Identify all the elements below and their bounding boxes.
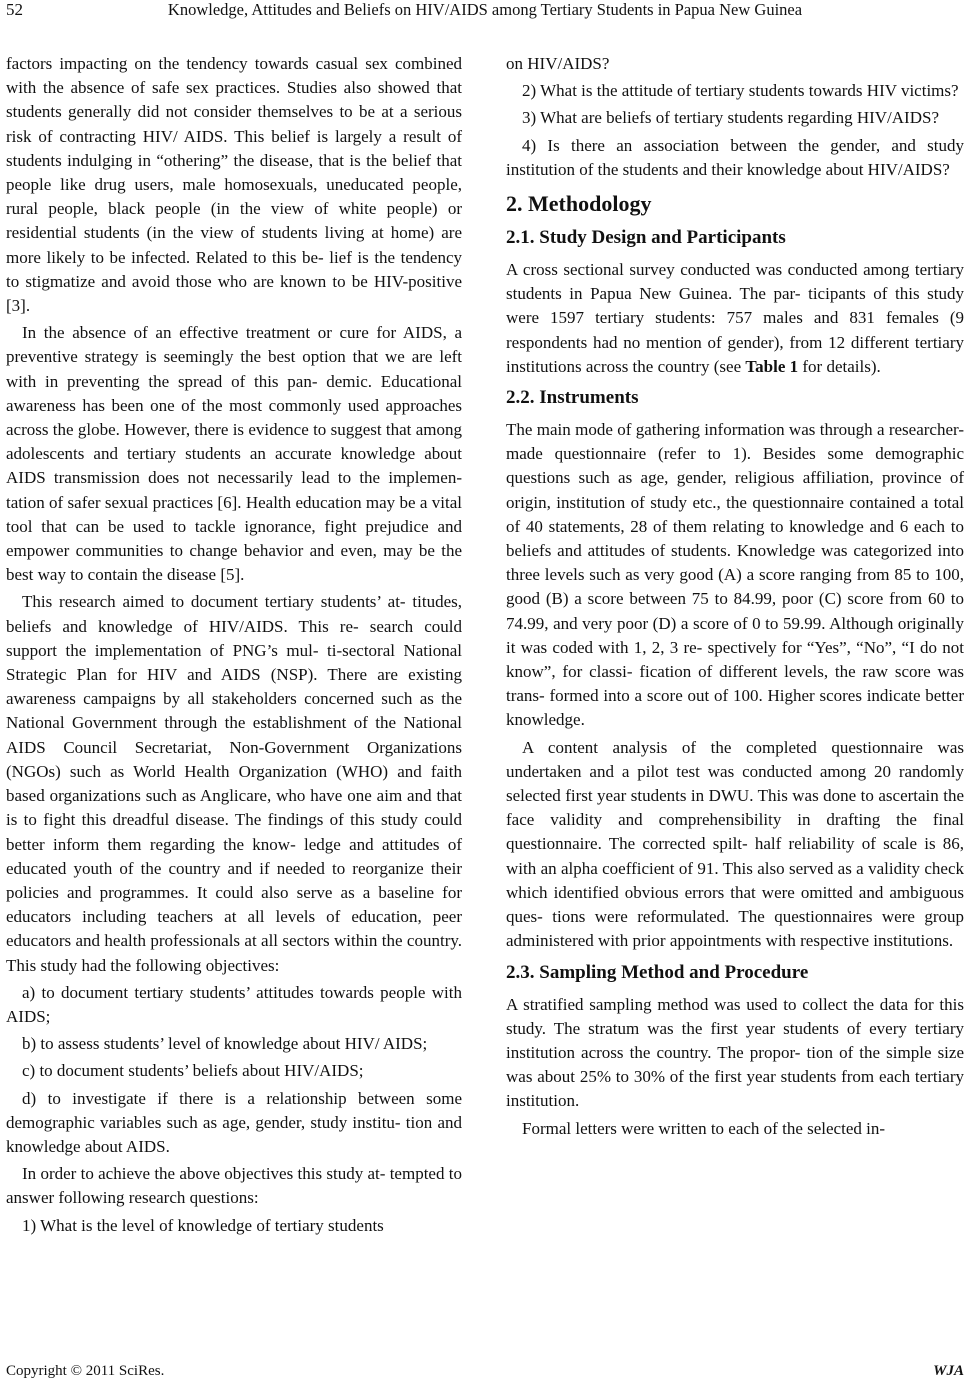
research-question: 4) Is there an association between the gender, and study institution of the students and their knowledge about HIV/AIDS? [506,135,964,179]
research-question: 2) What is the attitude of tertiary students towards HIV victims? [522,81,959,101]
page-header [0,0,970,24]
page-number: 52 [6,0,23,19]
objective-item: b) to assess students’ level of knowledge about HIV/ AIDS; [22,1034,428,1054]
paragraph: In order to achieve the above objectives this study at- tempted to answer following research questions: [6,1164,462,1208]
text-span: for details). [798,356,881,376]
running-title: Knowledge, Attitudes and Beliefs on HIV/AIDS among Tertiary Students in Papua New Guinea [167,0,803,19]
objective-item: c) to document students’ beliefs about HIV/AIDS; [22,1061,364,1081]
subsection-heading-instruments: 2.2. Instruments [506,387,639,409]
section-heading-methodology: 2. Methodology [506,191,652,217]
paragraph: Formal letters were written to each of the selected in- [522,1118,885,1138]
left-column [6,52,462,1241]
paragraph: This research aimed to document tertiary students’ at- titudes, beliefs and knowledge of HIV/AIDS. This re- search could support the implementation of PNG’s mul- ti-sectoral National Strategic Plan for HIV and AIDS (NSP). There are existing awareness campaigns by all stakeholders concerned such as the National Government through the establishment of the National AIDS Council Secretariat, Non-Government Organizations (NGOs) such as World Health Organization (WHO) and faith based organizations such as Anglicare, who have one aim and that is to fight this dreadful disease. The findings of this study could better inform them regarding the know- ledge and attitudes of educated youth of the country and if needed to reorganize their policies and programmes. It could also serve as a baseline for educators including teachers at all levels of education, peer educators and health professionals at all sectors within the country. This study had the following objectives: [6,592,462,975]
paragraph: In the absence of an effective treatment or cure for AIDS, a preventive strategy is seemingly the best option that we are left with in preventing the spread of this pan- demic. Educational awareness has been one of the most commonly used approaches across the globe. However, there is evidence to suggest that among adolescents and tertiary students an accurate knowledge about AIDS transmission does not necessarily lead to the implemen- tation of safer sexual practices [6]. Health education may be a vital tool that can be used to tackle ignorance, fight prejudice and empower communities to change behavior and even, may be the best way to contain the disease [5]. [6,323,462,585]
copyright-notice: Copyright © 2011 SciRes. [6,1363,165,1379]
right-column [506,52,964,1144]
paragraph: The main mode of gathering information was through a researcher-made questionnaire (refer to 1). Besides some demographic questions such as age, gender, religious affiliation, province of origin, institution of study etc., the questionnaire contained a total of 40 statements, 28 of them relating to knowledge and 6 each to beliefs and attitudes of students. Knowledge was categorized into three levels such as very good (A) a score ranging from 85 to 100, good (B) a score between 75 to 84.99, poor (C) score from 60 to 74.99, and very poor (D) a score of 0 to 59.99. Although originally it was coded with 1, 2, 3 re- spectively for “Yes”, “No”, “I do not know”, for classi- fication of different levels, the raw score was trans- formed into a score out of 100. Higher scores indicate better knowledge. [506,420,964,730]
paragraph: A stratified sampling method was used to collect the data for this study. The stratum was the first year students of every tertiary institution across the country. The propor- tion of the simple size was about 25% to 30% of the first year students from each tertiary institution. [506,994,964,1111]
text-span: A cross sectional survey conducted was conducted among tertiary students in Papua New Guinea. The par- ticipants of this study were 1597 tertiary students: 757 males and 831 females (9 respondents had no mention of gender), from 12 different tertiary institutions across the country (see [506,260,964,376]
table-reference[interactable]: Table 1 [745,356,799,376]
paragraph: A content analysis of the completed questionnaire was undertaken and a pilot test was conducted among 20 randomly selected first year students in DWU. This was done to ascertain the face validity and comprehensibility in drafting the final questionnaire. The corrected spilt- half reliability of scale is 86, with an alpha coefficient of 91. This also served as a validity check which identified obvious errors that were omitted and ambiguous ques- tions were reformulated. The questionnaires were group administered with prior appointments with respective institutions. [506,737,964,951]
subsection-heading-sampling: 2.3. Sampling Method and Procedure [506,961,809,983]
objective-item: d) to investigate if there is a relationship between some demographic variables such as age, gender, study institu- tion and knowledge about AIDS. [6,1088,462,1156]
research-question: 3) What are beliefs of tertiary students regarding HIV/AIDS? [522,108,939,128]
objective-item: a) to document tertiary students’ attitudes towards people with AIDS; [6,982,462,1026]
journal-abbreviation: WJA [933,1363,964,1379]
paragraph [506,258,964,379]
subsection-heading-study-design: 2.1. Study Design and Participants [506,227,786,249]
paragraph: factors impacting on the tendency towards casual sex combined with the absence of safe sex practices. Studies also showed that students generally did not consider themselves to be at a serious risk of contracting HIV/ AIDS. This belief is largely a result of students indulging in “othering” the disease, that is the belief that people like drug users, male homosexuals, uneducated people, rural people, black people (in the view of white people) or residential students (in the view of students living at home) are more likely to be infected. Related to this be- lief is the tendency to stigmatize and avoid those who are known to be HIV-positive [3]. [6,54,462,316]
research-question: 1) What is the level of knowledge of tertiary students [22,1215,384,1235]
research-question-continued: on HIV/AIDS? [506,54,610,73]
